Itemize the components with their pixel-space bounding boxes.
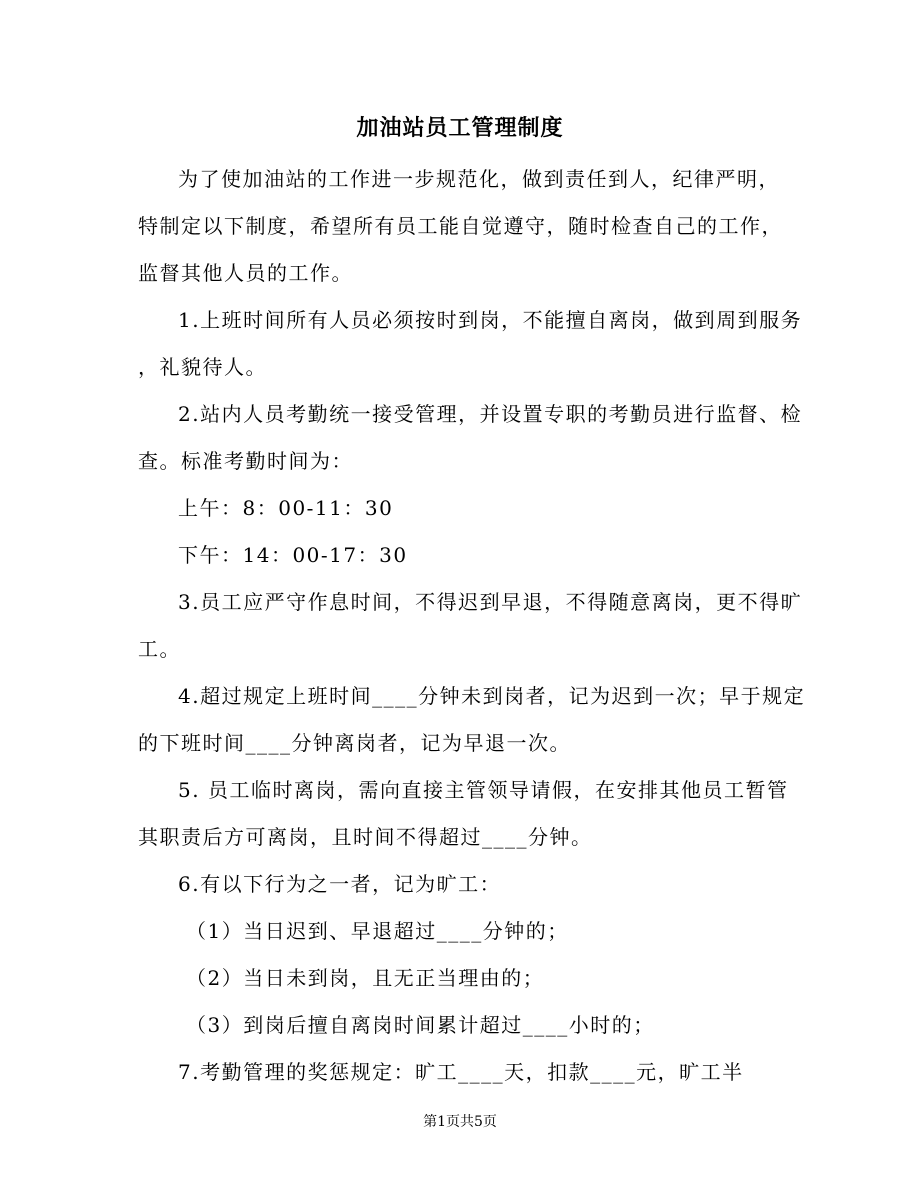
- paragraph-line: 6.有以下行为之一者，记为旷工：: [178, 872, 502, 896]
- paragraph-line: 上午：8：00-11：30: [178, 496, 394, 520]
- paragraph-line: 2.站内人员考勤统一接受管理，并设置专职的考勤员进行监督、检: [178, 402, 803, 426]
- paragraph-line: 的下班时间____分钟离岗者，记为早退一次。: [138, 731, 571, 755]
- paragraph-line: ，礼貌待人。: [138, 355, 267, 379]
- paragraph-line: 查。标准考勤时间为：: [138, 449, 353, 473]
- paragraph-line: 下午：14：00-17：30: [178, 543, 408, 567]
- paragraph-line: 工。: [138, 637, 181, 661]
- document-title: 加油站员工管理制度: [356, 115, 564, 141]
- paragraph-line: 3.员工应严守作息时间，不得迟到早退，不得随意离岗，更不得旷: [178, 590, 803, 614]
- paragraph-line: 7.考勤管理的奖惩规定：旷工____天，扣款____元，旷工半: [178, 1060, 744, 1084]
- paragraph-line: 4.超过规定上班时间____分钟未到岗者，记为迟到一次；早于规定: [178, 684, 806, 708]
- paragraph-line: 为了使加油站的工作进一步规范化，做到责任到人，纪律严明，: [178, 167, 780, 191]
- paragraph-line: （3）到岗后擅自离岗时间累计超过____小时的；: [186, 1013, 655, 1037]
- paragraph-line: 特制定以下制度，希望所有员工能自觉遵守，随时检查自己的工作，: [138, 214, 783, 238]
- paragraph-line: 5. 员工临时离岗，需向直接主管领导请假，在安排其他员工暂管: [178, 778, 789, 802]
- page-indicator: 第1页共5页: [423, 1114, 497, 1130]
- paragraph-line: （2）当日未到岗，且无正当理由的；: [186, 966, 545, 990]
- paragraph-line: 监督其他人员的工作。: [138, 261, 353, 285]
- paragraph-line: （1）当日迟到、早退超过____分钟的；: [186, 919, 569, 943]
- paragraph-line: 1.上班时间所有人员必须按时到岗，不能擅自离岗，做到周到服务: [178, 308, 803, 332]
- paragraph-line: 其职责后方可离岗，且时间不得超过____分钟。: [138, 825, 593, 849]
